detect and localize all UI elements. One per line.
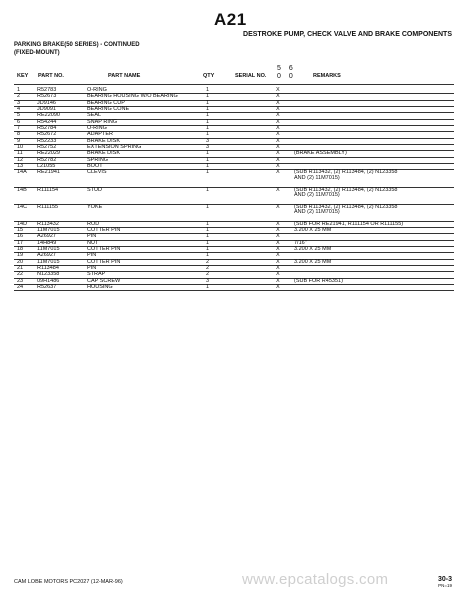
footer-document-info: CAM LOBE MOTORS PC2027 (12-MAR-96) [14,579,123,585]
header-serial-no: SERIAL NO. [235,73,267,79]
cell-part: A26927 [37,252,56,259]
cell-key: 13 [17,163,24,170]
cell-qty: 1 [206,203,210,210]
cell-x: X [276,239,280,246]
cell-name: COTTER PIN [87,226,121,233]
page-subtitle: DESTROKE PUMP, CHECK VALVE AND BRAKE COMPONENTS [243,31,452,38]
cell-qty: 1 [206,106,210,113]
cell-key: 14D [17,220,28,227]
cell-name: SEAL [87,112,102,119]
cell-qty: 3 [206,277,210,284]
cell-qty: 1 [206,220,210,227]
page-title: A21 [214,10,247,29]
cell-name: ROD [87,220,100,227]
cell-part: 11M7015 [37,245,60,252]
cell-x: X [276,233,280,240]
cell-remarks: (SUB FOR RE21941, R111154 OR R111155) [294,220,404,227]
cell-qty: 2 [206,271,210,278]
cell-x: X [276,106,280,113]
cell-part: R52637 [37,284,57,290]
cell-x: X [276,169,280,176]
cell-part: 11M7015 [37,258,60,265]
cell-name: SNAP RING [87,118,118,125]
cell-x: X [276,264,280,271]
cell-remarks: AND (2) 11M7015) [294,174,340,181]
cell-name: HOUSING [87,284,113,290]
cell-key: 7 [17,125,21,132]
cell-key: 11 [17,150,23,157]
cell-qty: 1 [206,226,210,233]
cell-name: YOKE [87,203,103,210]
cell-part: R111154 [37,186,59,193]
cell-name: EXTENSION SPRING [87,144,142,151]
header-key: KEY [17,73,29,79]
cell-name: O-RING [87,87,107,93]
cell-key: 10 [17,144,24,151]
cell-part: R52673 [37,93,57,100]
cell-x: X [276,99,280,106]
cell-qty: 1 [206,150,210,157]
cell-x: X [276,163,280,170]
cell-name: ADAPTER [87,131,113,138]
cell-x: X [276,245,280,252]
cell-x: X [276,277,280,284]
cell-x: X [276,156,280,163]
cell-qty: 2 [206,258,210,265]
cell-key: 6 [17,118,21,125]
cell-key: 21 [17,264,24,271]
watermark: www.epcatalogs.com [242,571,389,588]
cell-qty: 1 [206,245,210,252]
cell-remarks: (SUB R113432, (2) R113484, (2) N123358 [294,203,398,210]
cell-part: R52782 [37,156,57,163]
header-qty: QTY [203,73,215,79]
cell-key: 24 [17,284,24,290]
cell-qty: 1 [206,131,210,138]
cell-name: BEARING CONE [87,106,130,113]
cell-part: R52783 [37,87,57,93]
header-part-name: PART NAME [108,73,141,79]
cell-x: X [276,203,280,210]
section-title [14,41,140,57]
cell-x: X [276,118,280,125]
cell-remarks: (SUB R113432, (2) R113484, (2) N123358 [294,169,398,176]
table-row [14,285,454,291]
cell-qty: 1 [206,93,210,100]
cell-remarks: (SUB R113432, (2) R113484, (2) N123358 [294,186,398,193]
section-title-line-2: (FIXED-MOUNT) [14,50,60,56]
cell-name: STRAP [87,271,106,278]
cell-name: COTTER PIN [87,245,121,252]
cell-name: CAP SCREW [87,277,121,284]
cell-x: X [276,271,280,278]
serial-column-numbers-top: 5 6 [277,65,296,72]
cell-key: 1 [17,87,21,93]
cell-name: BOOT [87,163,103,170]
cell-remarks: AND (2) 11M7015) [294,208,340,215]
cell-name: NUT [87,239,99,246]
cell-name: BRAKE DISK [87,150,121,157]
cell-part: L21055 [37,163,56,170]
cell-qty: 1 [206,118,210,125]
cell-x: X [276,137,280,144]
cell-qty: 3 [206,144,210,151]
cell-part: R52233 [37,137,57,144]
cell-remarks: 3.200 X 25 MM [294,258,332,265]
cell-qty: 1 [206,239,210,246]
cell-key: 15 [17,226,24,233]
serial-column-numbers [277,65,296,81]
cell-qty: 1 [206,233,210,240]
cell-name: PIN [87,264,97,271]
cell-key: 23 [17,277,24,284]
cell-remarks: 3.200 X 25 MM [294,226,332,233]
cell-part: R113484 [37,264,59,271]
footer-page-number [438,576,452,588]
serial-column-numbers-bottom: 0 0 [277,73,296,80]
cell-key: 16 [17,233,24,240]
cell-qty: 1 [206,156,210,163]
cell-name: BEARING CUP [87,99,125,106]
cell-x: X [276,144,280,151]
cell-name: O-RING [87,125,107,132]
cell-key: 8 [17,131,21,138]
cell-name: PIN [87,233,97,240]
cell-qty: 1 [206,252,210,259]
page-number: 30-3 [437,576,452,583]
cell-key: 20 [17,258,24,265]
cell-qty: 1 [206,169,210,176]
cell-part: RE21941 [37,169,60,176]
cell-x: X [276,125,280,132]
cell-qty: 2 [206,264,210,271]
cell-name: BRAKE DISK [87,137,121,144]
cell-qty: 1 [206,163,210,170]
cell-part: R113432 [37,220,59,227]
cell-key: 17 [17,239,24,246]
cell-part: 11M7015 [37,226,60,233]
cell-key: 9 [17,137,21,144]
cell-key: 14C [17,203,28,210]
cell-remarks: 3.200 X 25 MM [294,245,332,252]
cell-key: 2 [17,93,21,100]
cell-name: PIN [87,252,97,259]
cell-remarks: (SUB FOR R45351) [294,277,343,284]
header-divider [14,84,454,85]
cell-x: X [276,220,280,227]
cell-part: R52784 [37,125,57,132]
cell-qty: 1 [206,87,210,93]
section-title-line-1: PARKING BRAKE(50 SERIES) - CONTINUED [14,42,140,48]
cell-name: COTTER PIN [87,258,121,265]
cell-x: X [276,150,280,157]
cell-qty: 1 [206,112,210,119]
cell-part: RE22090 [37,112,60,119]
cell-name: CLEVIS [87,169,107,176]
cell-part: R52752 [37,144,57,151]
cell-remarks: (BRAKE ASSEMBLY) [294,150,347,157]
cell-key: 19 [17,252,24,259]
cell-part: N123358 [37,271,60,278]
page-code: PN=19 [438,583,452,588]
cell-name: BEARING HOUSING W/O BEARING [87,93,178,100]
cell-x: X [276,284,280,290]
cell-part: JD9146 [37,99,56,106]
cell-qty: 1 [206,284,210,290]
cell-x: X [276,87,280,93]
header-part-no: PART NO. [38,73,64,79]
parts-table [14,88,454,291]
header-remarks: REMARKS [313,73,341,79]
cell-qty: 1 [206,125,210,132]
cell-x: X [276,186,280,193]
cell-name: SPRING [87,156,109,163]
cell-key: 18 [17,245,24,252]
cell-qty: 1 [206,186,210,193]
cell-part: RE22029 [37,150,60,157]
cell-part: R54244 [37,118,57,125]
cell-key: 22 [17,271,24,278]
cell-x: X [276,93,280,100]
cell-key: 14A [17,169,27,176]
cell-x: X [276,258,280,265]
cell-x: X [276,131,280,138]
cell-part: 09H1486 [37,277,60,284]
cell-qty: 3 [206,137,210,144]
cell-key: 5 [17,112,21,119]
cell-qty: 1 [206,99,210,106]
cell-key: 4 [17,106,21,113]
cell-x: X [276,112,280,119]
cell-x: X [276,252,280,259]
cell-part: 14H849 [37,239,57,246]
cell-key: 14B [17,186,27,193]
cell-key: 3 [17,99,21,106]
cell-key: 12 [17,156,24,163]
cell-name: STUD [87,186,102,193]
cell-x: X [276,226,280,233]
cell-remarks: 7/16" [294,239,307,246]
cell-part: JD9091 [37,106,56,113]
cell-remarks: AND (2) 11M7015) [294,191,340,198]
cell-part: A26927 [37,233,56,240]
cell-part: R52672 [37,131,57,138]
cell-part: R111155 [37,203,59,210]
